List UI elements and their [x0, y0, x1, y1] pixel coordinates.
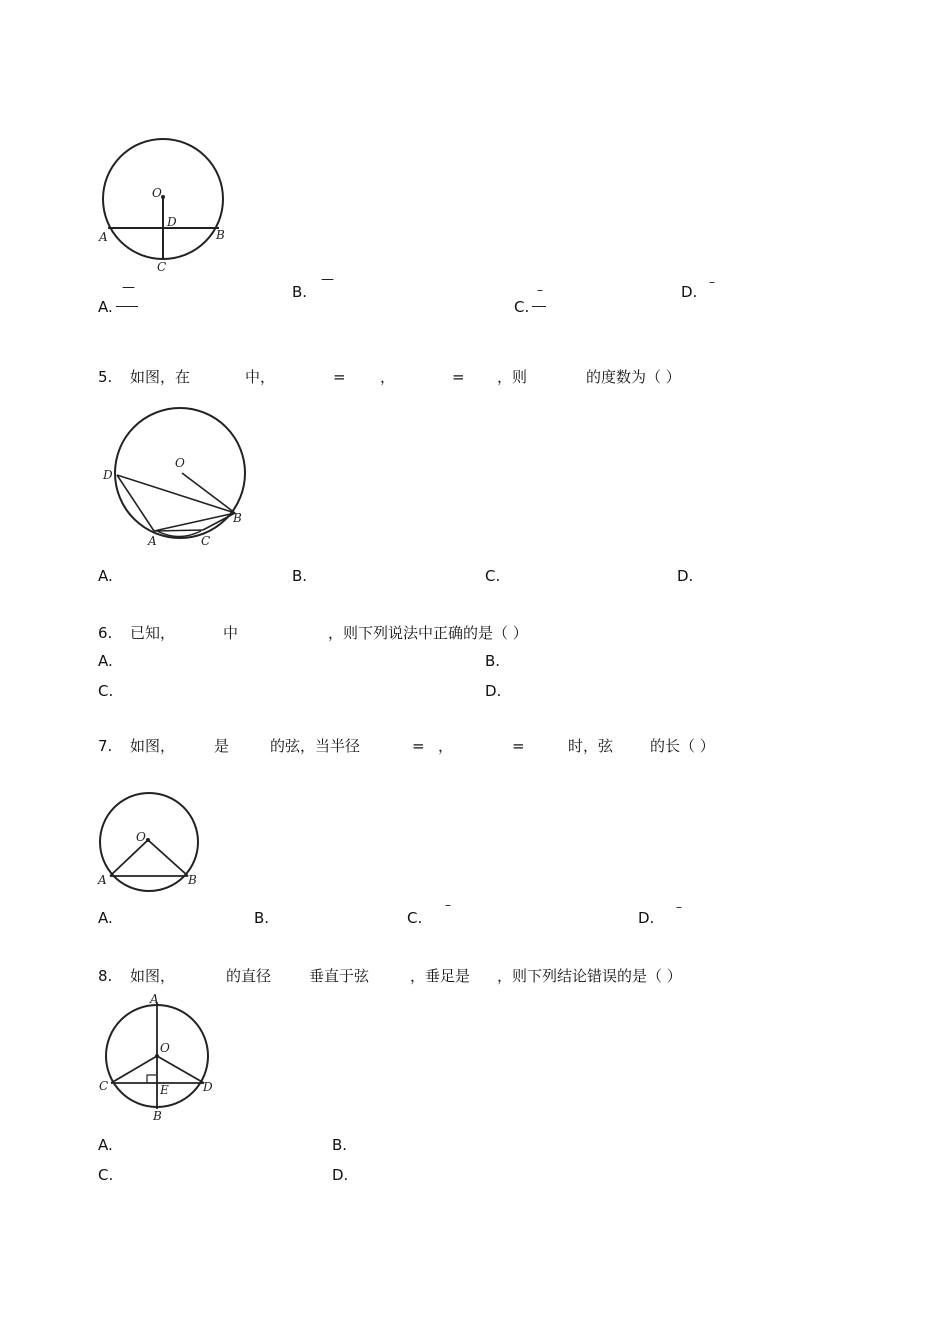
q7-option-d: D.: [638, 909, 655, 927]
q8-text-1: 如图，: [130, 967, 176, 985]
q7-option-c: C.: [407, 909, 423, 927]
q8-text-5: ，则下列结论错误的是（ ）: [497, 967, 682, 985]
q4-option-c-mark: –: [537, 283, 543, 297]
q8-option-d: D.: [332, 1166, 349, 1184]
q7-label-a: A: [98, 873, 107, 887]
q5-text-1: 如图，在: [130, 368, 191, 386]
q7-option-b: B.: [254, 909, 270, 927]
q4-option-d-label: D.: [681, 283, 698, 301]
q5-figure: [97, 400, 257, 550]
q7-comma: ，: [438, 737, 454, 755]
q4-option-a-label: A.: [98, 298, 113, 316]
q5-text-4: 的度数为（ ）: [586, 368, 681, 386]
q8-number: 8.: [98, 967, 113, 985]
q8-label-d: D: [203, 1080, 213, 1094]
q7-text-1: 如图，: [130, 737, 176, 755]
q4-option-c-label: C.: [514, 298, 530, 316]
q8-text-3: 垂直于弦: [309, 967, 370, 985]
q8-label-e: E: [160, 1083, 169, 1097]
q5-option-b: B.: [292, 567, 308, 585]
q7-equals-1: =: [412, 737, 425, 755]
q8-option-b: B.: [332, 1136, 348, 1154]
q6-text-1: 已知，: [130, 624, 176, 642]
q6-text-2: 中: [223, 624, 239, 642]
q6-option-b: B.: [485, 652, 501, 670]
q7-label-b: B: [188, 873, 197, 887]
q8-label-c: C: [99, 1079, 109, 1093]
q6-option-c: C.: [98, 682, 114, 700]
q8-text-2: 的直径: [226, 967, 272, 985]
q5-text-3: ，则: [497, 368, 528, 386]
q4-label-c: C: [157, 260, 167, 274]
q4-label-b: B: [216, 228, 225, 242]
q5-label-b: B: [233, 511, 242, 525]
q8-label-o: O: [160, 1041, 170, 1055]
q4-option-d-mark: –: [709, 275, 715, 289]
q7-label-o: O: [136, 830, 146, 844]
q5-comma: ，: [380, 368, 396, 386]
q5-option-a: A.: [98, 567, 113, 585]
q8-label-b: B: [153, 1109, 162, 1123]
q5-option-c: C.: [485, 567, 501, 585]
q5-label-a: A: [148, 534, 157, 548]
q4-label-a: A: [99, 230, 108, 244]
q7-text-2: 是: [214, 737, 230, 755]
q7-text-4: 时，弦: [568, 737, 614, 755]
q4-option-b-mark: —: [321, 272, 334, 287]
q5-label-o: O: [175, 456, 185, 470]
q7-number: 7.: [98, 737, 113, 755]
q4-option-b-label: B.: [292, 283, 308, 301]
q5-equals-2: =: [452, 368, 465, 386]
q5-option-d: D.: [677, 567, 694, 585]
q8-option-a: A.: [98, 1136, 113, 1154]
q7-text-3: 的弦，当半径: [270, 737, 361, 755]
q6-text-3: ，则下列说法中正确的是（ ）: [328, 624, 528, 642]
q7-text-5: 的长（ ）: [650, 737, 715, 755]
q7-figure: [96, 790, 206, 895]
q4-option-a-mark: —: [122, 280, 135, 295]
q6-option-a: A.: [98, 652, 113, 670]
q7-option-d-mark: –: [676, 900, 682, 914]
q4-option-a-rule: [116, 306, 138, 307]
q8-label-a: A: [150, 993, 159, 1006]
q7-equals-2: =: [512, 737, 525, 755]
q4-label-d: D: [167, 215, 177, 229]
q5-number: 5.: [98, 368, 113, 386]
q7-option-c-mark: –: [445, 898, 451, 912]
q5-label-d: D: [103, 468, 113, 482]
q5-equals-1: =: [333, 368, 346, 386]
q5-text-2: 中，: [245, 368, 276, 386]
q8-option-c: C.: [98, 1166, 114, 1184]
q4-option-c-rule: [532, 306, 546, 307]
q5-label-c: C: [201, 534, 211, 548]
q4-figure: [95, 135, 235, 275]
q8-figure: [96, 993, 221, 1123]
q4-label-o: O: [152, 186, 162, 200]
q6-number: 6.: [98, 624, 113, 642]
q8-text-4: ，垂足是: [410, 967, 471, 985]
q7-option-a: A.: [98, 909, 113, 927]
q6-option-d: D.: [485, 682, 502, 700]
